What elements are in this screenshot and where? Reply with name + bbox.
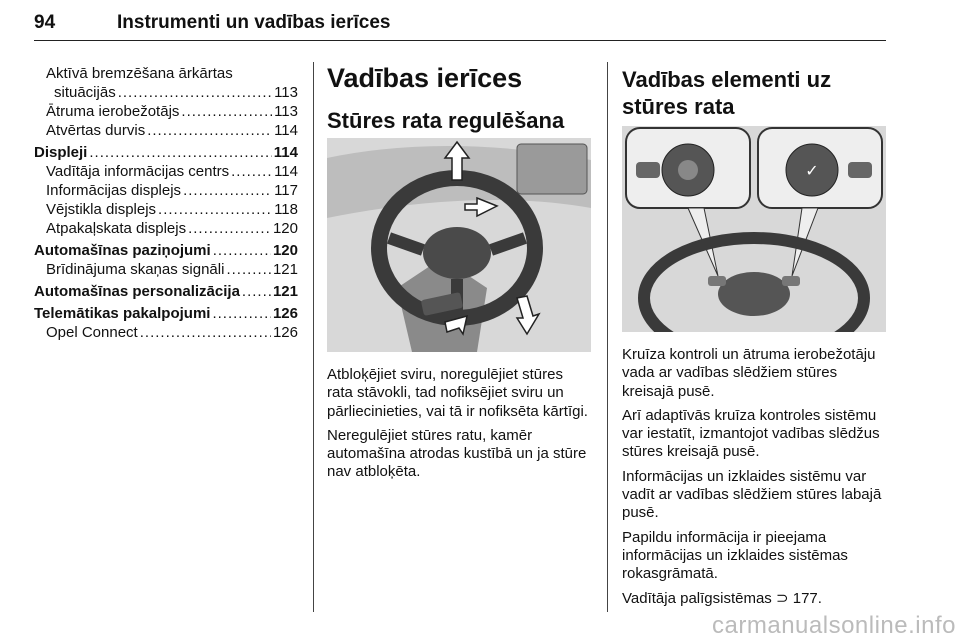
page-header — [34, 8, 886, 41]
column-divider-2 — [607, 62, 608, 612]
toc-entry[interactable]: Atpakaļskata displejs ..... 120 — [34, 219, 298, 238]
steering-controls-illustration — [622, 126, 886, 332]
paragraph: Kruīza kontroli un ātruma ierobežotāju vada ar vadības slēdžiem stūres kreisajā pusē. — [622, 346, 876, 400]
right-text — [622, 346, 886, 614]
toc-entry[interactable]: Brīdinājuma skaņas signāli ..... 121 — [34, 260, 298, 279]
toc-section[interactable]: Displeji ..... 114 — [34, 143, 298, 162]
section-heading-controls: Vadības elementi uz stūres rata — [622, 67, 832, 119]
column-divider-1 — [313, 62, 314, 612]
toc-section[interactable]: Automašīnas paziņojumi ..... 120 — [34, 241, 298, 260]
steering-wheel-hub — [718, 272, 790, 316]
toc-entry[interactable]: Vadītāja informācijas centrs ..... 114 — [34, 162, 298, 181]
left-mini-control — [708, 276, 726, 286]
section-subheading: Stūres rata regulēšana — [327, 108, 565, 133]
middle-text — [327, 366, 592, 488]
right-side-button — [848, 162, 872, 178]
steering-adjustment-illustration — [327, 138, 591, 352]
left-center-button — [678, 160, 698, 180]
paragraph: Informācijas un izklaides sistēmu var vadīt ar vadības slēdžiem stūres labajā pusē. — [622, 467, 882, 522]
middle-column — [327, 62, 592, 134]
paragraph: Arī adaptīvās kruīza kontroles sistēmu var iestatīt, izmantojot vadības slēdžus stūres kreisajā pusē. — [622, 406, 880, 461]
toc-section[interactable]: Telemātikas pakalpojumi ..... 126 — [34, 304, 298, 323]
left-side-button — [636, 162, 660, 178]
toc-section[interactable]: Automašīnas personalizācija ..... 121 — [34, 282, 298, 301]
center-screen — [517, 144, 587, 194]
table-of-contents — [34, 64, 298, 342]
check-icon: ✓ — [805, 161, 819, 180]
page-number: 94 — [34, 12, 56, 33]
arrow-reference-icon: ⊃ — [775, 589, 789, 607]
section-heading: Vadības ierīces — [327, 63, 523, 93]
right-column — [622, 66, 886, 120]
toc-entry[interactable]: situācijās ..... 113 — [34, 83, 298, 102]
steering-wheel-hub — [423, 227, 491, 279]
toc-entry[interactable]: Vējstikla displejs ..... 118 — [34, 200, 298, 219]
watermark: carmanualsonline.info — [712, 612, 956, 639]
toc-entry[interactable]: Aktīvā bremzēšana ārkārtas — [46, 65, 233, 82]
toc-entry[interactable]: Ātruma ierobežotājs ..... 113 — [34, 102, 298, 121]
reference-line[interactable]: Vadītāja palīgsistēmas ⊃ 177. — [622, 589, 822, 607]
paragraph: Atbloķējiet sviru, noregulējiet stūres rata stāvokli, tad nofiksējiet sviru un pārliecinieties, vai tā ir nofiksēta kārtīgi. — [327, 366, 588, 420]
right-mini-control — [782, 276, 800, 286]
toc-entry[interactable]: Atvērtas durvis ..... 114 — [34, 121, 298, 140]
page-title: Instrumenti un vadības ierīces — [117, 12, 391, 33]
toc-entry[interactable]: Informācijas displejs ..... 117 — [34, 181, 298, 200]
paragraph: Papildu informācija ir pieejama informācijas un izklaides sistēmas rokasgrāmatā. — [622, 528, 848, 583]
paragraph: Neregulējiet stūres ratu, kamēr automašīna atrodas kustībā un ja stūre nav atbloķēta. — [327, 426, 587, 481]
toc-entry[interactable]: Opel Connect ..... 126 — [34, 323, 298, 342]
